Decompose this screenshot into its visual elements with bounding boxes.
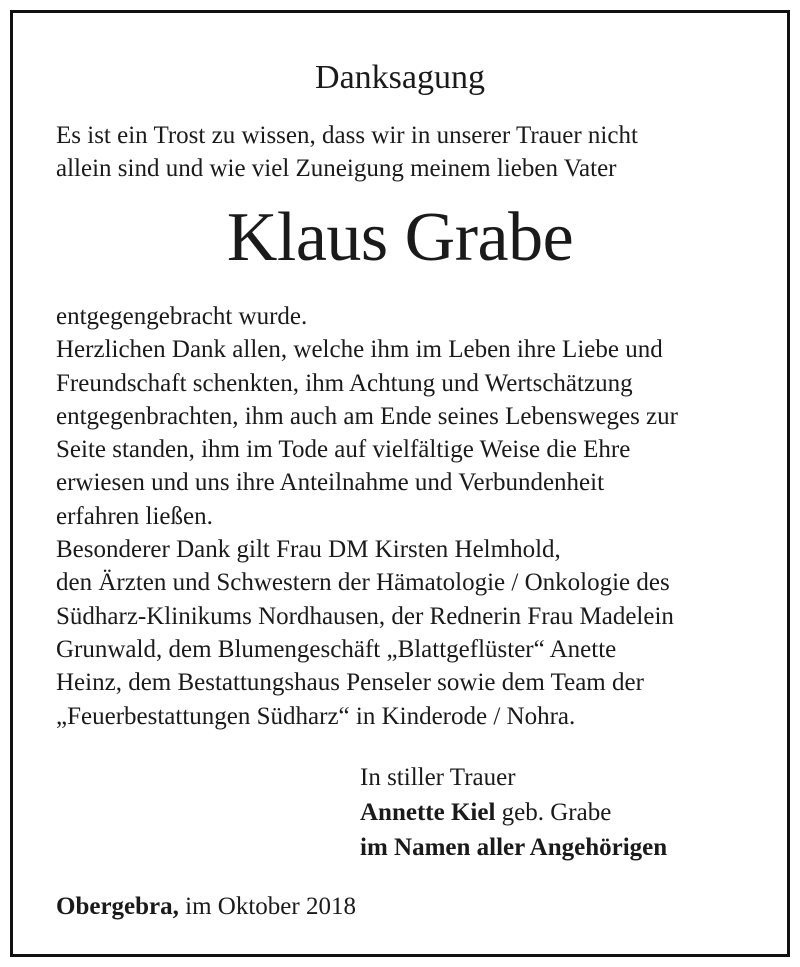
signature-block [360, 760, 667, 865]
intro-text [56, 119, 756, 185]
date: im Oktober 2018 [178, 893, 356, 920]
intro-line: allein sind und wie viel Zuneigung meinem lieben Vater [56, 155, 617, 182]
body-line: Herzlichen Dank allen, welche ihm im Leben ihre Liebe und [56, 336, 663, 364]
body-line: „Feuerbestattungen Südharz“ in Kinderode / Nohra. [56, 702, 576, 730]
signature-family: im Namen aller Angehörigen [360, 834, 668, 861]
body-line: Grunwald, dem Blumengeschäft „Blattgeflüster“ Anette [56, 635, 617, 663]
body-text [56, 300, 776, 733]
body-line: Seite standen, ihm im Tode auf vielfältige Weise die Ehre [56, 436, 631, 464]
body-line: entgegenbrachten, ihm auch am Ende seines Lebensweges zur [56, 402, 678, 430]
body-line: erwiesen und uns ihre Anteilnahme und Verbundenheit [56, 469, 605, 497]
place-date [56, 890, 356, 924]
place: Obergebra, [56, 893, 179, 920]
body-line: erfahren ließen. [56, 502, 213, 530]
body-line: den Ärzten und Schwestern der Hämatologie / Onkologie des [56, 569, 670, 597]
body-line: Freundschaft schenkten, ihm Achtung und Wertschätzung [56, 369, 633, 397]
intro-line: Es ist ein Trost zu wissen, dass wir in unserer Trauer nicht [56, 122, 638, 149]
body-line: entgegengebracht wurde. [56, 303, 308, 330]
signature-name-line [360, 795, 667, 830]
signature-maiden-name: geb. Grabe [495, 799, 612, 826]
body-line: Besonderer Dank gilt Frau DM Kirsten Helmhold, [56, 536, 561, 564]
signature-mourning: In stiller Trauer [360, 764, 516, 791]
body-line: Heinz, dem Bestattungshaus Penseler sowie dem Team der [56, 669, 644, 697]
body-line: Südharz-Klinikums Nordhausen, der Rednerin Frau Madelein [56, 602, 674, 630]
signature-name: Annette Kiel [360, 799, 496, 826]
notice-heading: Danksagung [315, 59, 485, 96]
deceased-name: Klaus Grabe [226, 199, 574, 276]
